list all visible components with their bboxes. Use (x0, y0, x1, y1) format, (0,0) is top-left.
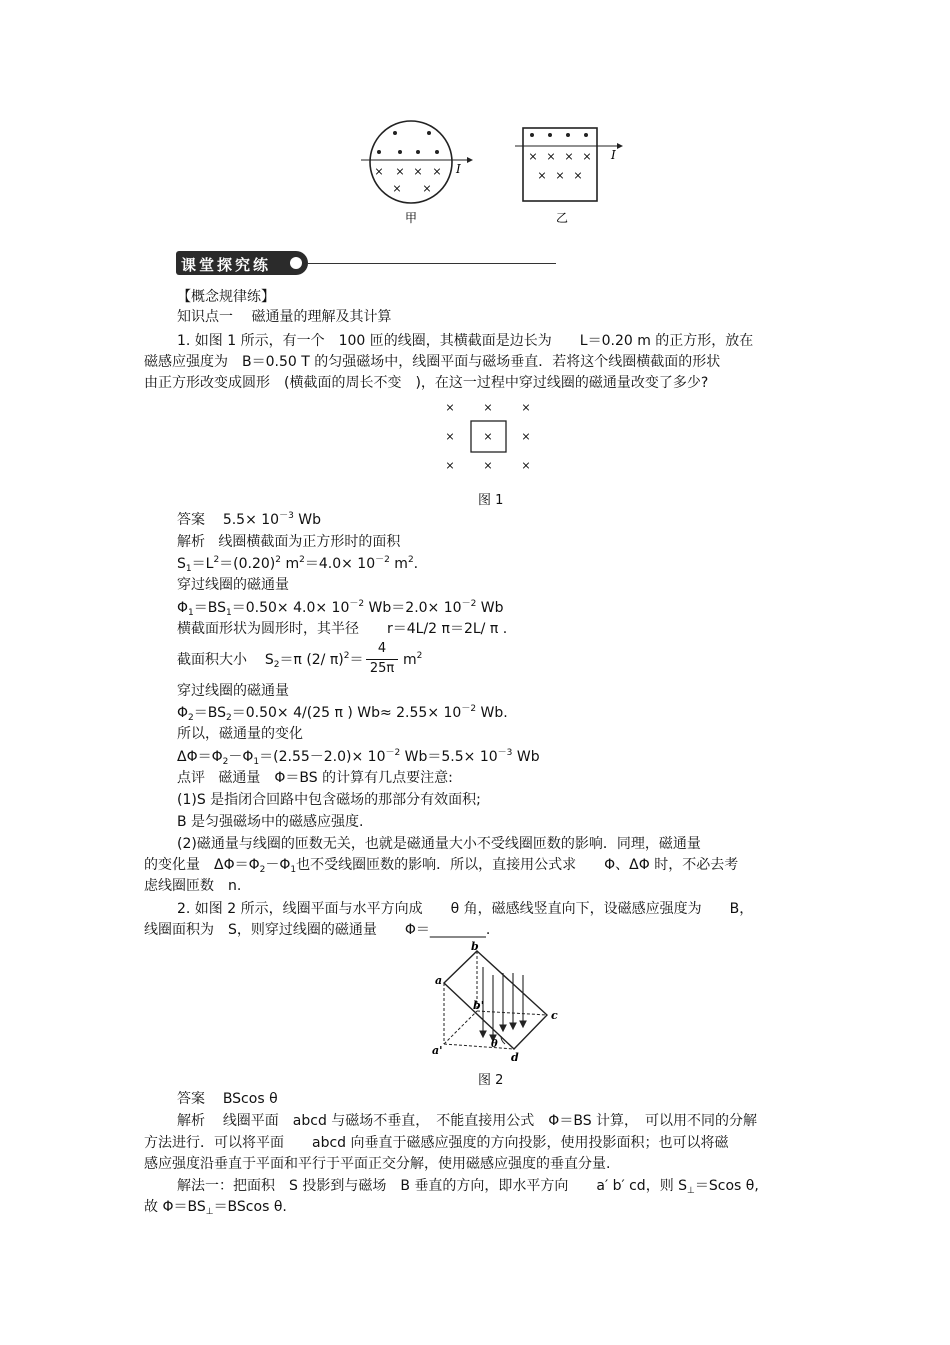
note2c: 虑线圈匝数 n. (144, 878, 242, 894)
svg-text:×: × (422, 182, 432, 195)
s2-fraction-denominator: 25π (369, 661, 395, 676)
svg-text:×: × (564, 150, 574, 163)
method1-line: 解法一：把面积 S 投影到与磁场 B 垂直的方向，即水平方向 a′ b′ cd，则 $S_\perp=Scos$ θ, (177, 1178, 759, 1196)
figure-1 (440, 398, 540, 473)
svg-text:×: × (521, 401, 531, 414)
section-dot-icon (290, 257, 302, 269)
heading: 【概念规律练】 (177, 289, 275, 305)
comment-line: 点评 磁通量 Φ＝BS 的计算有几点要注意: (177, 770, 453, 786)
q1-line1: 1. 如图 1 所示，有一个 100 匝的线圈，其横截面是边长为 L＝0.20 m 的正方形，放在 (177, 333, 754, 349)
svg-text:×: × (445, 459, 455, 472)
svg-text:×: × (521, 459, 531, 472)
fig2-label-b-prime: b' (473, 999, 485, 1012)
fig2-label-theta: θ (491, 1039, 498, 1050)
note2: (2)磁通量与线圈的匝数无关，也就是磁通量大小不受线圈匝数的影响．同理，磁通量 (177, 836, 701, 852)
s2-fraction-numerator: 4 (377, 641, 387, 656)
figure-jia (361, 121, 473, 225)
fig2-label-d: d (511, 1051, 519, 1064)
figure-2 (425, 937, 560, 1065)
svg-text:×: × (445, 401, 455, 414)
svg-text:×: × (413, 165, 423, 178)
fig2-label-b: b (471, 940, 479, 953)
figure-label-yi: 乙 (555, 211, 569, 225)
svg-text:×: × (392, 182, 402, 195)
flux-label-1: 穿过线圈的磁通量 (177, 577, 289, 593)
s2-formula: 截面积大小 $S_2=\pi$ (2/ π)$^2$＝ (177, 651, 364, 670)
answer1-line (177, 511, 321, 529)
section-title: 课堂探究练 (181, 256, 272, 274)
svg-text:×: × (521, 430, 531, 443)
figure-label-jia: 甲 (404, 211, 418, 225)
figure-2-caption: 图 2 (478, 1073, 504, 1088)
svg-text:×: × (546, 150, 556, 163)
figure-yi (515, 128, 623, 225)
svg-text:×: × (432, 165, 442, 178)
svg-text:×: × (483, 430, 493, 443)
figure-top (355, 115, 645, 230)
phi2-formula: $\Phi_2=BS_2=0.50\times 4/(25$ π ) $Wb\approx 2.55\times 10^{-2}$ Wb. (177, 704, 508, 723)
circle-radius-line: 横截面形状为圆形时，其半径 r＝4L/2 π＝2L/ π . (177, 621, 508, 637)
svg-text:×: × (573, 169, 583, 182)
svg-text:×: × (445, 430, 455, 443)
q2-line2: 线圈面积为 S，则穿过线圈的磁通量 Φ＝________. (144, 922, 491, 938)
svg-text:×: × (537, 169, 547, 182)
phi1-formula: $\Phi_1=BS_1=0.50\times 4.0\times 10^{-2}$ $Wb=2.0\times 10^{-2}$ Wb (177, 599, 504, 618)
q1-line3: 由正方形改变成圆形 (横截面的周长不变 )，在这一过程中穿过线圈的磁通量改变了多少? (144, 375, 709, 391)
s1-formula: $S_1=L^2=(0.20)^2$ $m^2=4.0\times 10^{-2}$ $m^2$. (177, 555, 419, 574)
svg-text:×: × (483, 401, 493, 414)
analysis2-line3: 感应强度沿垂直于平面和平行于平面正交分解，使用磁感应强度的垂直分量. (144, 1156, 611, 1172)
fig2-label-c: c (551, 1009, 558, 1022)
figure-1-caption: 图 1 (478, 493, 504, 508)
svg-text:×: × (395, 165, 405, 178)
s2-unit: $m^2$ (403, 651, 423, 668)
note1b: B 是匀强磁场中的磁感应强度. (177, 814, 364, 830)
analysis2-line1: 解析 线圈平面 abcd 与磁场不垂直， 不能直接用公式 Φ＝BS 计算， 可以用不同的分解 (177, 1113, 758, 1129)
current-label-left: I (456, 162, 461, 176)
flux-label-2: 穿过线圈的磁通量 (177, 683, 289, 699)
analysis1-intro: 解析 线圈横截面为正方形时的面积 (177, 534, 401, 550)
fig2-label-a: a (435, 974, 443, 987)
fig2-label-a-prime: a' (432, 1044, 443, 1057)
answer1-label: 答案 (177, 512, 205, 528)
svg-text:×: × (374, 165, 384, 178)
svg-text:×: × (483, 459, 493, 472)
section-divider (308, 263, 556, 264)
delta-phi-formula: $\Delta\Phi=\Phi_2-\Phi_1=(2.55-2.0)\times 10^{-2}$ $Wb=5.5\times 10^{-3}$ Wb (177, 748, 540, 767)
answer2-line: 答案 BScos θ (177, 1091, 278, 1107)
method1-conclusion: 故 $\Phi=BS_\perp=BScos$ θ. (144, 1199, 287, 1217)
s2-fraction-bar (366, 659, 398, 660)
current-label-right: I (611, 148, 616, 162)
q2-line1: 2. 如图 2 所示，线圈平面与水平方向成 θ 角，磁感线竖直向下，设磁感应强度为 B， (177, 901, 754, 917)
knowledge-point: 知识点一 磁通量的理解及其计算 (177, 309, 392, 325)
note2b: 的变化量 $\Delta\Phi=\Phi_2-\Phi_1$也不受线圈匝数的影响．所以，直接用公式求 Φ、ΔΦ 时，不必去考 (144, 857, 739, 875)
svg-text:×: × (528, 150, 538, 163)
change-label: 所以，磁通量的变化 (177, 726, 303, 742)
q1-line2: 磁感应强度为 B＝0.50 T 的匀强磁场中，线圈平面与磁场垂直．若将这个线圈横截面的形状 (144, 354, 721, 370)
note1: (1)S 是指闭合回路中包含磁场的那部分有效面积; (177, 792, 481, 808)
analysis2-line2: 方法进行．可以将平面 abcd 向垂直于磁感应强度的方向投影，使用投影面积；也可以将磁 (144, 1135, 729, 1151)
svg-text:×: × (555, 169, 565, 182)
svg-text:×: × (582, 150, 592, 163)
answer1-value: $5.5\times 10^{-3}$ Wb (222, 511, 321, 528)
